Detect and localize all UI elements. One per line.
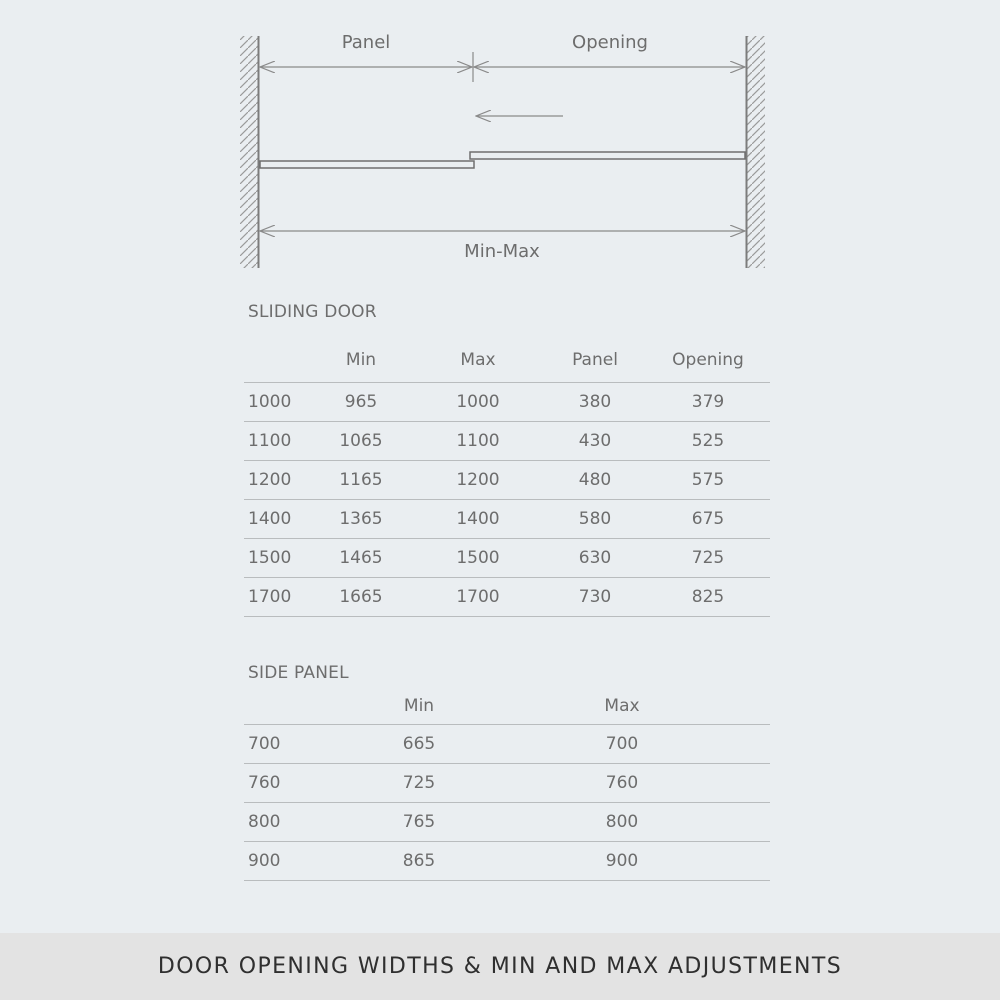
min-cell: 1165: [310, 461, 412, 500]
panel-cell: 430: [544, 422, 646, 461]
column-header-min: Min: [310, 338, 412, 383]
panel-cell: 380: [544, 383, 646, 422]
panel-label: Panel: [341, 32, 391, 53]
table-row: [244, 803, 770, 842]
min-cell: 765: [364, 803, 474, 842]
opening-cell: 575: [646, 461, 770, 500]
panel-cell: 630: [544, 539, 646, 578]
table-row: [244, 461, 770, 500]
minmax-label: Min-Max: [464, 241, 540, 262]
max-cell: 1200: [412, 461, 544, 500]
table-row: [244, 578, 770, 617]
fixed-panel: [470, 152, 745, 159]
table-row: [244, 422, 770, 461]
size-cell: 1100: [244, 422, 310, 461]
min-cell: 1365: [310, 500, 412, 539]
opening-cell: 825: [646, 578, 770, 617]
opening-cell: 525: [646, 422, 770, 461]
table-row: [244, 842, 770, 881]
panel-cell: 730: [544, 578, 646, 617]
min-cell: 1665: [310, 578, 412, 617]
size-cell: 900: [244, 842, 364, 881]
footer-caption: DOOR OPENING WIDTHS & MIN AND MAX ADJUSTMENTS: [157, 954, 843, 979]
opening-cell: 379: [646, 383, 770, 422]
opening-cell: 675: [646, 500, 770, 539]
size-cell: 700: [244, 725, 364, 764]
size-cell: 1700: [244, 578, 310, 617]
size-cell: 1500: [244, 539, 310, 578]
table-row: [244, 383, 770, 422]
column-header-opening: Opening: [646, 338, 770, 383]
max-cell: 700: [474, 725, 770, 764]
table-row: [244, 764, 770, 803]
column-header-panel: Panel: [544, 338, 646, 383]
min-cell: 865: [364, 842, 474, 881]
min-cell: 1065: [310, 422, 412, 461]
max-cell: 1100: [412, 422, 544, 461]
table-row: [244, 725, 770, 764]
size-cell: 760: [244, 764, 364, 803]
max-cell: 1500: [412, 539, 544, 578]
min-cell: 965: [310, 383, 412, 422]
opening-label: Opening: [572, 32, 648, 53]
size-cell: 800: [244, 803, 364, 842]
max-cell: 900: [474, 842, 770, 881]
max-cell: 1000: [412, 383, 544, 422]
panel-cell: 580: [544, 500, 646, 539]
min-cell: 665: [364, 725, 474, 764]
size-cell: 1200: [244, 461, 310, 500]
max-cell: 1700: [412, 578, 544, 617]
size-cell: 1000: [244, 383, 310, 422]
max-cell: 800: [474, 803, 770, 842]
table-header-row: [244, 338, 770, 383]
right-wall: [747, 36, 766, 268]
table-row: [244, 500, 770, 539]
left-wall: [240, 36, 259, 268]
footer-banner: [0, 933, 1000, 1000]
column-header: [244, 687, 364, 725]
sliding-door-title: SLIDING DOOR: [248, 302, 377, 322]
column-header: [244, 338, 310, 383]
table-header-row: [244, 687, 770, 725]
min-cell: 1465: [310, 539, 412, 578]
column-header-min: Min: [364, 687, 474, 725]
opening-cell: 725: [646, 539, 770, 578]
max-cell: 1400: [412, 500, 544, 539]
panel-cell: 480: [544, 461, 646, 500]
size-cell: 1400: [244, 500, 310, 539]
column-header-max: Max: [474, 687, 770, 725]
side-panel-title: SIDE PANEL: [248, 663, 349, 683]
column-header-max: Max: [412, 338, 544, 383]
table-row: [244, 539, 770, 578]
side-panel-table: [244, 687, 770, 881]
sliding-panel: [260, 161, 474, 168]
min-cell: 725: [364, 764, 474, 803]
sliding-door-table: [244, 338, 770, 617]
max-cell: 760: [474, 764, 770, 803]
